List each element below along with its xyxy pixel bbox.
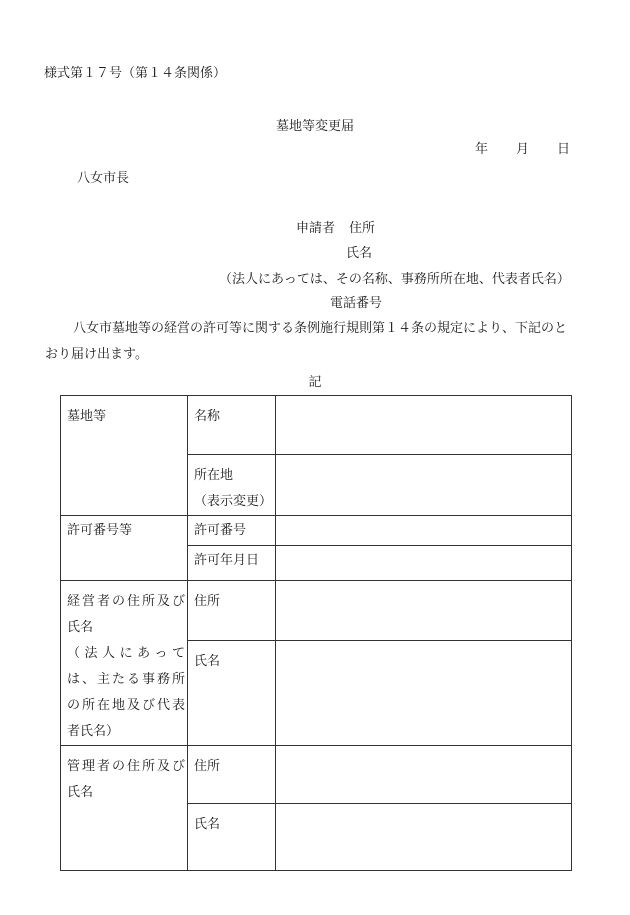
permit-date-field[interactable] bbox=[276, 546, 572, 581]
ki-heading: 記 bbox=[308, 375, 322, 390]
table-row bbox=[61, 516, 572, 546]
manager-address-label: 住所 bbox=[194, 759, 221, 774]
form-table bbox=[60, 395, 572, 871]
date-month: 月 bbox=[516, 142, 530, 157]
applicant-address-label: 住所 bbox=[349, 221, 376, 236]
date-line bbox=[475, 143, 570, 156]
operator-label-4: は、主たる事務所 bbox=[67, 672, 185, 687]
applicant-role: 申請者 bbox=[296, 221, 336, 236]
cemetery-name-field[interactable] bbox=[276, 396, 572, 455]
operator-address-label-cell bbox=[188, 581, 276, 641]
table-row bbox=[61, 581, 572, 641]
cemetery-location-label-2: （表示変更） bbox=[194, 494, 273, 509]
cemetery-location-label-1: 所在地 bbox=[194, 468, 234, 483]
applicant-note: （法人にあっては、その名称、事務所所在地、代表者氏名） bbox=[219, 272, 570, 287]
manager-address-label-cell bbox=[188, 746, 276, 804]
cemetery-name-label: 名称 bbox=[194, 409, 221, 424]
permit-number-label-cell bbox=[188, 516, 276, 546]
document-title: 墓地等変更届 bbox=[275, 119, 354, 134]
cemetery-name-label-cell bbox=[188, 396, 276, 455]
manager-name-label: 氏名 bbox=[194, 817, 221, 832]
manager-label-cell bbox=[61, 746, 188, 871]
operator-label-cell bbox=[61, 581, 188, 746]
manager-label-2: 氏名 bbox=[67, 785, 94, 800]
operator-name-label: 氏名 bbox=[194, 654, 221, 670]
applicant-address-line bbox=[296, 222, 375, 235]
applicant-name-label: 氏名 bbox=[346, 246, 373, 261]
operator-label-2: 氏名 bbox=[67, 620, 94, 635]
body-text: 八女市墓地等の経営の許可等に関する条例施行規則第１４条の規定により、下記のとおり届け出ます。 bbox=[45, 321, 568, 362]
cemetery-location-field[interactable] bbox=[276, 455, 572, 516]
permit-date-label: 許可年月日 bbox=[194, 553, 260, 568]
operator-address-field[interactable] bbox=[276, 581, 572, 641]
operator-label-5: の所在地及び代表 bbox=[67, 698, 185, 713]
permit-number-field[interactable] bbox=[276, 516, 572, 546]
table-row bbox=[61, 396, 572, 455]
manager-address-field[interactable] bbox=[276, 746, 572, 804]
cemetery-location-label bbox=[188, 455, 275, 515]
permit-label: 許可番号等 bbox=[67, 523, 133, 538]
manager-name-field[interactable] bbox=[276, 804, 572, 871]
table-row bbox=[61, 746, 572, 804]
manager-name-label-cell bbox=[188, 804, 276, 871]
permit-number-label: 許可番号 bbox=[194, 523, 247, 538]
operator-name-field[interactable] bbox=[276, 641, 572, 746]
permit-label-cell bbox=[61, 516, 188, 581]
operator-address-label: 住所 bbox=[194, 594, 221, 609]
date-day: 日 bbox=[557, 142, 571, 157]
applicant-phone-label: 電話番号 bbox=[330, 296, 383, 311]
addressee: 八女市長 bbox=[77, 171, 130, 186]
operator-label-6: 者氏名） bbox=[67, 724, 120, 739]
cemetery-label: 墓地等 bbox=[67, 409, 107, 424]
cemetery-label-cell bbox=[61, 396, 188, 516]
permit-date-label-cell bbox=[188, 546, 276, 581]
form-number: 様式第１７号（第１４条関係） bbox=[44, 66, 227, 81]
operator-label bbox=[61, 581, 187, 745]
date-year: 年 bbox=[475, 142, 489, 157]
operator-label-3: （法人にあって bbox=[67, 646, 185, 661]
operator-name-label-cell bbox=[188, 641, 276, 746]
cemetery-location-label-cell bbox=[188, 455, 276, 516]
manager-label-1: 管理者の住所及び bbox=[67, 759, 185, 774]
operator-label-1: 経営者の住所及び bbox=[67, 594, 185, 609]
manager-label bbox=[61, 746, 187, 806]
